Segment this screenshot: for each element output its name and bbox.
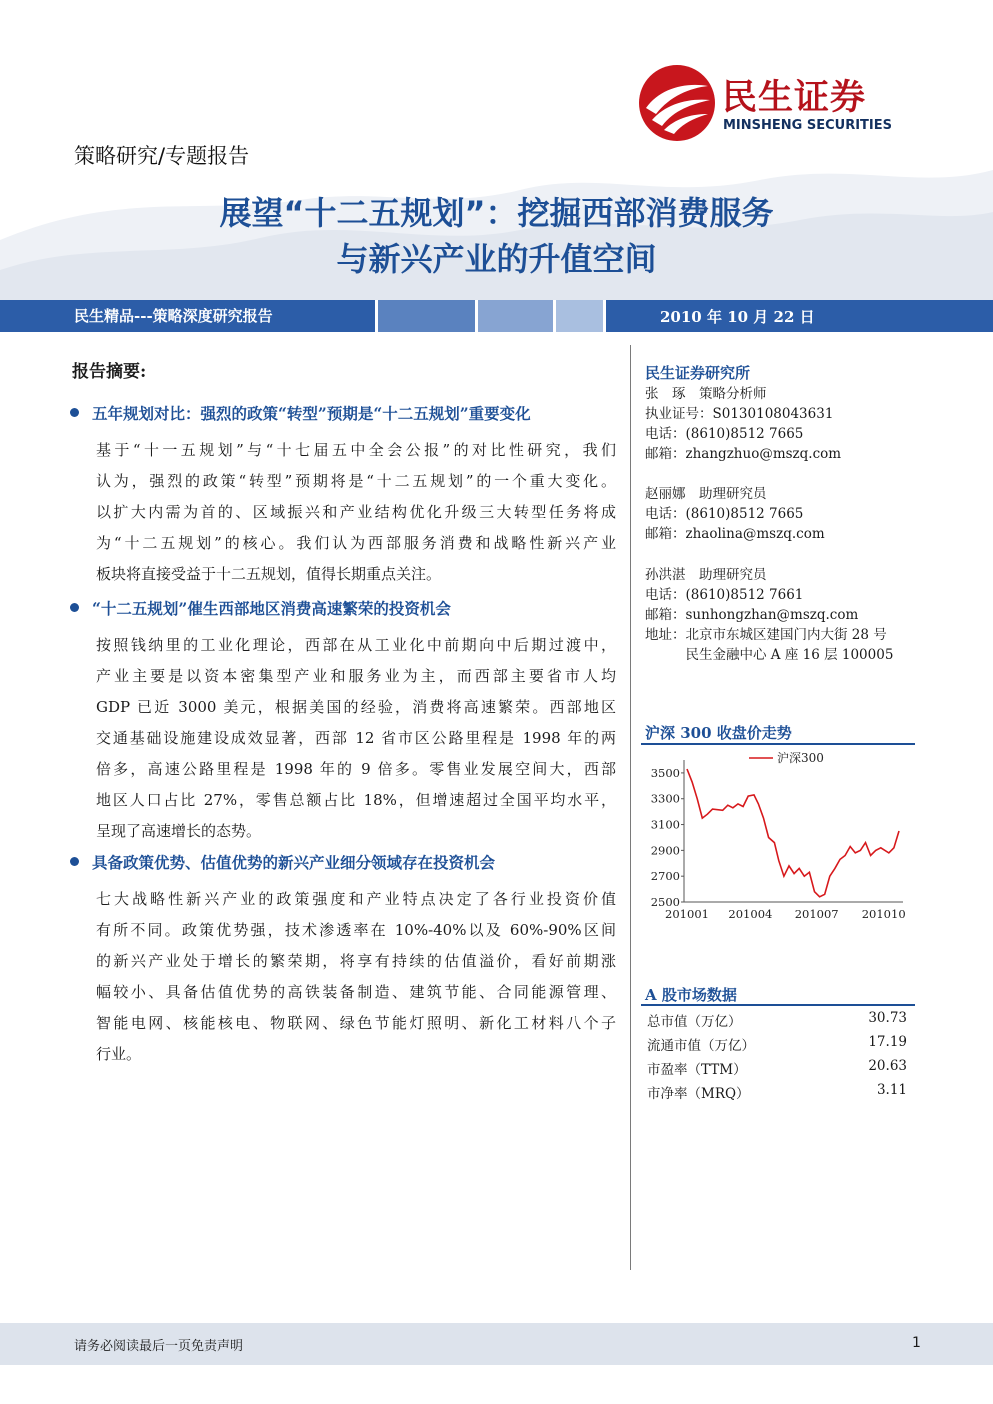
series-label: 民生精品---策略深度研究报告 (74, 307, 273, 325)
market-row-float-cap: 流通市值（万亿） 17.19 (647, 1034, 907, 1054)
minsheng-logo-icon (638, 64, 716, 142)
market-row-total-cap: 总市值（万亿） 30.73 (647, 1010, 907, 1030)
market-row-pe: 市盈率（TTM） 20.63 (647, 1058, 907, 1078)
series-line-hs300 (687, 769, 899, 897)
bullet-icon (70, 408, 79, 417)
company-logo (638, 64, 938, 144)
x-tick-label: 201007 (794, 907, 839, 921)
y-tick-label: 3300 (650, 791, 680, 806)
analyst-contact-3: 孙洪湛 助理研究员 电话：(8610)8512 7661 邮箱：sunhongzhan@mszq.com 地址：北京市东城区建国门内大街 28 号 民生金融中心 A 座 16 层 100005 (645, 567, 894, 663)
market-data-title: A 股市场数据 (645, 986, 737, 1004)
x-tick-label: 201001 (665, 907, 709, 921)
analyst-contact-2: 赵丽娜 助理研究员 电话：(8610)8512 7665 邮箱：zhaolina@mszq.com (645, 486, 825, 542)
report-title-line-2: 与新兴产业的升值空间 (336, 240, 657, 278)
market-row-pb: 市净率（MRQ） 3.11 (647, 1082, 907, 1102)
y-tick-label: 2700 (650, 869, 680, 884)
abstract-heading: 报告摘要: (72, 362, 147, 382)
report-category: 策略研究/专题报告 (74, 144, 250, 168)
y-tick-label: 2900 (650, 843, 680, 858)
column-divider (630, 345, 631, 1270)
bullet-icon (70, 603, 79, 612)
report-title-line-1: 展望“十二五规划”：挖掘西部消费服务 (219, 194, 774, 232)
chart-title: 沪深 300 收盘价走势 (645, 724, 792, 742)
y-tick-label: 2500 (650, 895, 680, 909)
institute-name: 民生证券研究所 (645, 364, 751, 382)
y-tick-label: 3100 (650, 817, 680, 832)
y-tick-label: 3500 (650, 765, 680, 780)
page-number: 1 (912, 1335, 921, 1351)
analyst-contact-1: 张 琢 策略分析师 执业证号：S0130108043631 电话：(8610)8512 7665 邮箱：zhangzhuo@mszq.com (645, 386, 842, 462)
section-paragraph-1: 基于“十一五规划”与“十七届五中全会公报”的对比性研究，我们 认为，强烈的政策“转型”预期将是“十二五规划”的一个重大变化。 以扩大内需为首的、区域振兴和产业结构优化升级三大转型任务将成 为“十二五规划”的核心。我们认为西部服务消费和战略性新兴产业 板块将直接受益于十二五规划，值得长期重点关注。 (96, 441, 616, 583)
chart-title-rule (641, 743, 915, 745)
section-heading-2: “十二五规划”催生西部地区消费高速繁荣的投资机会 (70, 597, 451, 619)
index-line-chart (641, 748, 915, 934)
section-paragraph-3: 七大战略性新兴产业的政策强度和产业特点决定了各行业投资价值 有所不同。政策优势强，技术渗透率在 10%-40%以及 60%-90%区间 的新兴产业处于增长的繁荣期，将享有持续的估值溢价，看好前期涨 幅较小、具备估值优势的高铁装备制造、建筑节能、合同能源管理、 智能电网、核能核电、物联网、绿色节能灯照明、新化工材料八个子 行业。 (96, 890, 616, 1063)
market-data-rule (641, 1004, 915, 1006)
section-paragraph-2: 按照钱纳里的工业化理论，西部在从工业化中前期向中后期过渡中， 产业主要是以资本密集型产业和服务业为主，而西部主要省市人均 GDP 已近 3000 美元，根据美国的经验，消费将高速繁荣。西部地区 交通基础设施建设成效显著，西部 12 省市区公路里程是 1998 年的两 倍多，高速公路里程是 1998 年的 9 倍多。零售业发展空间大，西部 地区人口占比 27%，零售总额占比 18%，但增速超过全国平均水平， 呈现了高速增长的态势。 (96, 636, 616, 840)
section-heading-1: 五年规划对比：强烈的政策“转型”预期是“十二五规划”重要变化 (70, 402, 531, 424)
section-heading-3: 具备政策优势、估值优势的新兴产业细分领域存在投资机会 (70, 851, 495, 873)
x-tick-label: 201004 (728, 907, 773, 921)
report-date: 2010 年 10 月 22 日 (660, 308, 815, 326)
logo-english-name: MINSHENG SECURITIES (723, 118, 892, 133)
x-tick-label: 201010 (861, 907, 906, 921)
logo-chinese-name: 民生证券 (722, 78, 867, 118)
bullet-icon (70, 857, 79, 866)
footer-disclaimer: 请务必阅读最后一页免责声明 (74, 1339, 244, 1354)
legend-label: 沪深300 (777, 751, 824, 765)
